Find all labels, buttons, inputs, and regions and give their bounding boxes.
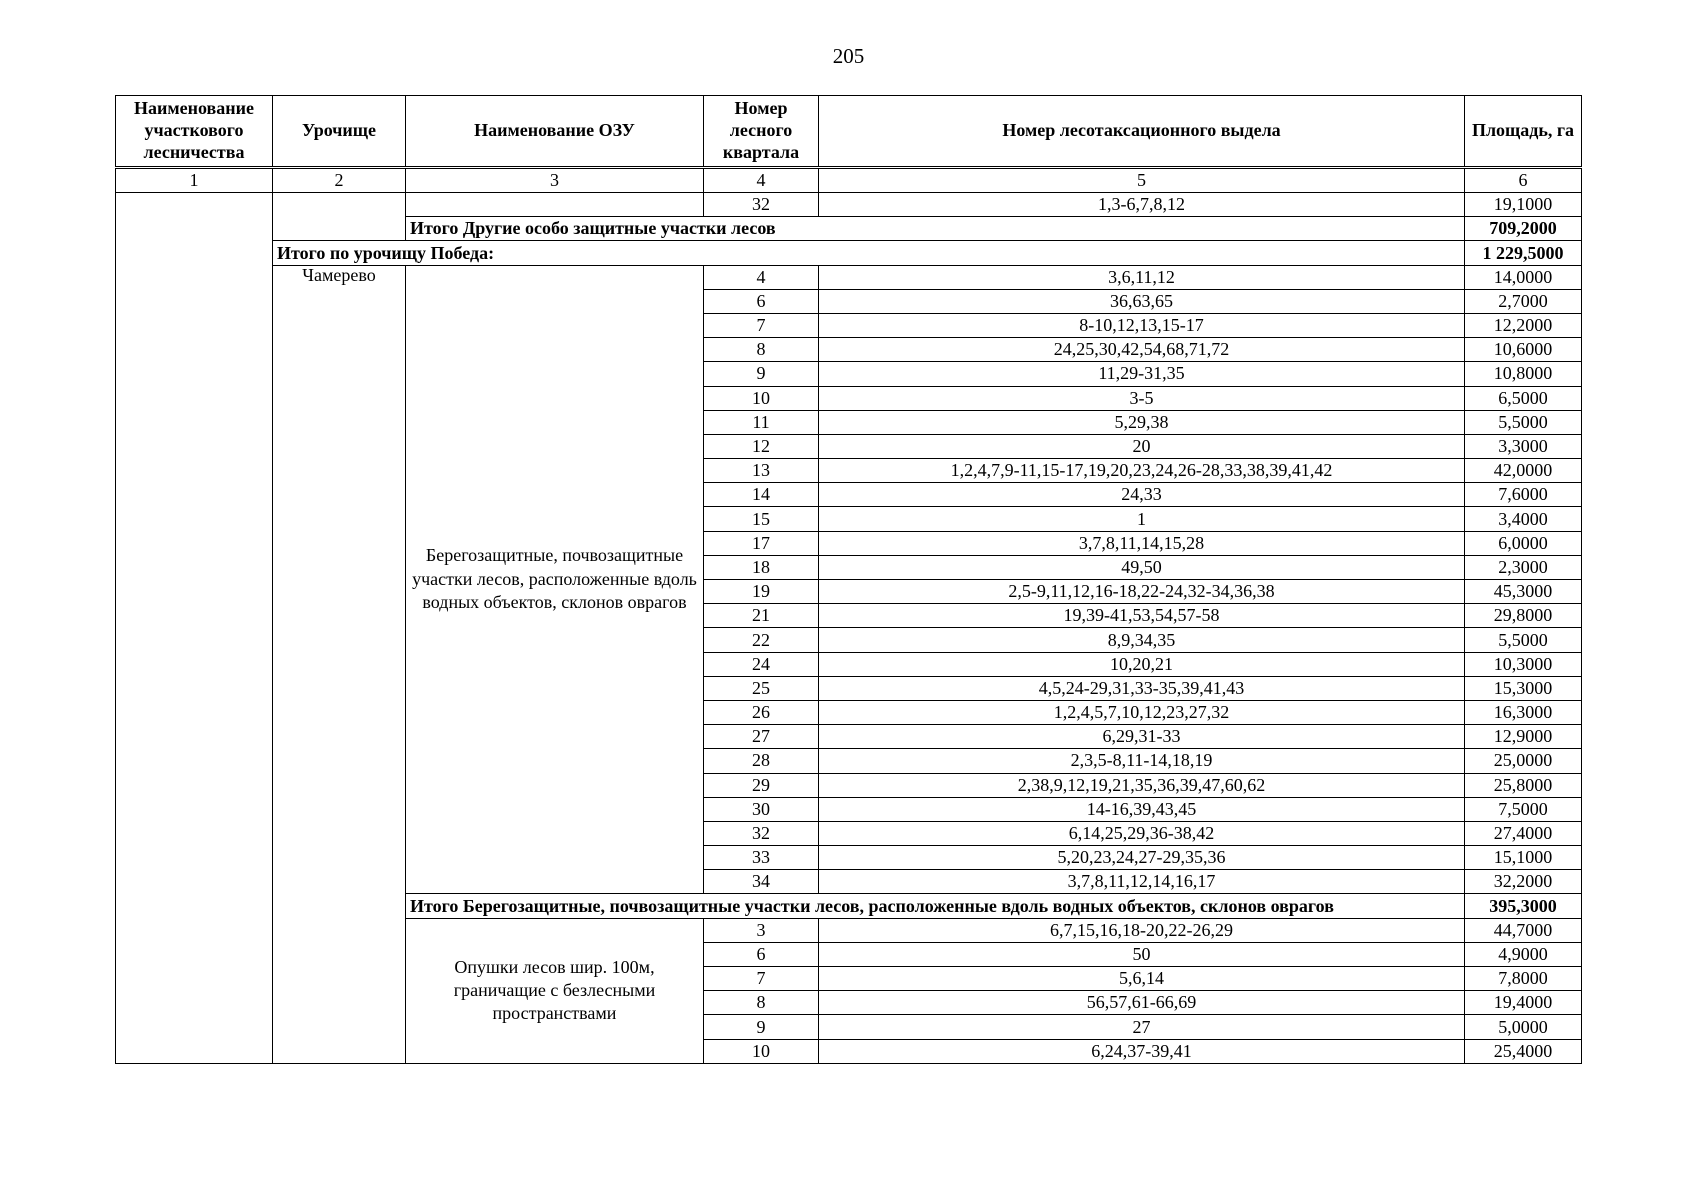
total-urochishche-area: 1 229,5000 <box>1465 241 1582 265</box>
area-cell: 29,8000 <box>1465 604 1582 628</box>
area-cell: 7,6000 <box>1465 483 1582 507</box>
vydel-cell: 5,29,38 <box>819 410 1465 434</box>
subtotal-label: Итого Другие особо защитные участки лесов <box>406 217 1465 241</box>
vydel-cell: 1,3-6,7,8,12 <box>819 193 1465 217</box>
vydel-cell: 56,57,61-66,69 <box>819 991 1465 1015</box>
header-vydel: Номер лесотаксационного выдела <box>819 96 1465 168</box>
area-cell: 3,4000 <box>1465 507 1582 531</box>
kvartal-cell: 15 <box>704 507 819 531</box>
vydel-cell: 3-5 <box>819 386 1465 410</box>
kvartal-cell: 32 <box>704 193 819 217</box>
header-kvartal: Номер лесного квартала <box>704 96 819 168</box>
area-cell: 14,0000 <box>1465 265 1582 289</box>
area-cell: 25,4000 <box>1465 1039 1582 1063</box>
kvartal-cell: 25 <box>704 676 819 700</box>
area-cell: 45,3000 <box>1465 580 1582 604</box>
kvartal-cell: 17 <box>704 531 819 555</box>
area-cell: 27,4000 <box>1465 821 1582 845</box>
ozu-table <box>115 95 1582 1064</box>
area-cell: 15,3000 <box>1465 676 1582 700</box>
ozu-name: Берегозащитные, почвозащитные участки лесов, расположенные вдоль водных объектов, склонов оврагов <box>406 265 704 894</box>
subtotal-label: Итого Берегозащитные, почвозащитные участки лесов, расположенные вдоль водных объектов, склонов оврагов <box>406 894 1465 918</box>
area-cell: 5,0000 <box>1465 1015 1582 1039</box>
area-cell: 25,8000 <box>1465 773 1582 797</box>
kvartal-cell: 22 <box>704 628 819 652</box>
vydel-cell: 3,6,11,12 <box>819 265 1465 289</box>
vydel-cell: 36,63,65 <box>819 289 1465 313</box>
kvartal-cell: 30 <box>704 797 819 821</box>
vydel-cell: 24,25,30,42,54,68,71,72 <box>819 338 1465 362</box>
column-number: 1 <box>116 168 273 193</box>
kvartal-cell: 3 <box>704 918 819 942</box>
total-urochishche-label: Итого по урочищу Победа: <box>273 241 1465 265</box>
kvartal-cell: 19 <box>704 580 819 604</box>
kvartal-cell: 9 <box>704 1015 819 1039</box>
page-number: 205 <box>832 44 865 68</box>
kvartal-cell: 14 <box>704 483 819 507</box>
vydel-cell: 50 <box>819 942 1465 966</box>
area-cell: 7,8000 <box>1465 967 1582 991</box>
vydel-cell: 10,20,21 <box>819 652 1465 676</box>
kvartal-cell: 34 <box>704 870 819 894</box>
kvartal-cell: 7 <box>704 967 819 991</box>
area-cell: 42,0000 <box>1465 459 1582 483</box>
kvartal-cell: 24 <box>704 652 819 676</box>
vydel-cell: 2,3,5-8,11-14,18,19 <box>819 749 1465 773</box>
kvartal-cell: 7 <box>704 313 819 337</box>
vydel-cell: 6,24,37-39,41 <box>819 1039 1465 1063</box>
kvartal-cell: 27 <box>704 725 819 749</box>
vydel-cell: 1,2,4,7,9-11,15-17,19,20,23,24,26-28,33,38,39,41,42 <box>819 459 1465 483</box>
kvartal-cell: 33 <box>704 846 819 870</box>
vydel-cell: 6,29,31-33 <box>819 725 1465 749</box>
kvartal-cell: 21 <box>704 604 819 628</box>
kvartal-cell: 8 <box>704 991 819 1015</box>
vydel-cell: 24,33 <box>819 483 1465 507</box>
column-number-row <box>116 168 1582 193</box>
ozu-cell-empty <box>406 193 704 217</box>
table-body <box>116 193 1582 1064</box>
vydel-cell: 8,9,34,35 <box>819 628 1465 652</box>
kvartal-cell: 10 <box>704 386 819 410</box>
column-number: 6 <box>1465 168 1582 193</box>
vydel-cell: 1 <box>819 507 1465 531</box>
vydel-cell: 2,38,9,12,19,21,35,36,39,47,60,62 <box>819 773 1465 797</box>
area-cell: 15,1000 <box>1465 846 1582 870</box>
area-cell: 44,7000 <box>1465 918 1582 942</box>
column-number: 5 <box>819 168 1465 193</box>
area-cell: 32,2000 <box>1465 870 1582 894</box>
urochishche-cell-empty <box>273 193 406 241</box>
vydel-cell: 1,2,4,5,7,10,12,23,27,32 <box>819 700 1465 724</box>
area-cell: 10,8000 <box>1465 362 1582 386</box>
ozu-name: Опушки лесов шир. 100м, граничащие с безлесными пространствами <box>406 918 704 1063</box>
kvartal-cell: 11 <box>704 410 819 434</box>
area-cell: 2,3000 <box>1465 555 1582 579</box>
lesnichestvo-cell <box>116 193 273 1064</box>
area-cell: 7,5000 <box>1465 797 1582 821</box>
vydel-cell: 6,7,15,16,18-20,22-26,29 <box>819 918 1465 942</box>
vydel-cell: 5,20,23,24,27-29,35,36 <box>819 846 1465 870</box>
vydel-cell: 27 <box>819 1015 1465 1039</box>
area-cell: 6,5000 <box>1465 386 1582 410</box>
vydel-cell: 4,5,24-29,31,33-35,39,41,43 <box>819 676 1465 700</box>
urochishche-name: Чамерево <box>273 265 406 1063</box>
area-cell: 19,4000 <box>1465 991 1582 1015</box>
kvartal-cell: 18 <box>704 555 819 579</box>
vydel-cell: 3,7,8,11,12,14,16,17 <box>819 870 1465 894</box>
total-urochishche-row <box>116 241 1582 265</box>
kvartal-cell: 10 <box>704 1039 819 1063</box>
header-lesnichestvo: Наименование участкового лесничества <box>116 96 273 168</box>
subtotal-area: 395,3000 <box>1465 894 1582 918</box>
kvartal-cell: 4 <box>704 265 819 289</box>
vydel-cell: 19,39-41,53,54,57-58 <box>819 604 1465 628</box>
vydel-cell: 11,29-31,35 <box>819 362 1465 386</box>
area-cell: 2,7000 <box>1465 289 1582 313</box>
area-cell: 19,1000 <box>1465 193 1582 217</box>
area-cell: 6,0000 <box>1465 531 1582 555</box>
kvartal-cell: 12 <box>704 434 819 458</box>
kvartal-cell: 8 <box>704 338 819 362</box>
header-ozu: Наименование ОЗУ <box>406 96 704 168</box>
vydel-cell: 49,50 <box>819 555 1465 579</box>
header-area: Площадь, га <box>1465 96 1582 168</box>
area-cell: 12,2000 <box>1465 313 1582 337</box>
area-cell: 16,3000 <box>1465 700 1582 724</box>
vydel-cell: 8-10,12,13,15-17 <box>819 313 1465 337</box>
vydel-cell: 2,5-9,11,12,16-18,22-24,32-34,36,38 <box>819 580 1465 604</box>
area-cell: 25,0000 <box>1465 749 1582 773</box>
area-cell: 10,3000 <box>1465 652 1582 676</box>
column-number: 3 <box>406 168 704 193</box>
area-cell: 12,9000 <box>1465 725 1582 749</box>
table-row <box>116 193 1582 217</box>
kvartal-cell: 6 <box>704 942 819 966</box>
area-cell: 5,5000 <box>1465 410 1582 434</box>
area-cell: 3,3000 <box>1465 434 1582 458</box>
kvartal-cell: 6 <box>704 289 819 313</box>
table-row <box>116 265 1582 289</box>
vydel-cell: 20 <box>819 434 1465 458</box>
subtotal-area: 709,2000 <box>1465 217 1582 241</box>
column-number: 4 <box>704 168 819 193</box>
kvartal-cell: 13 <box>704 459 819 483</box>
vydel-cell: 14-16,39,43,45 <box>819 797 1465 821</box>
header-urochishche: Урочище <box>273 96 406 168</box>
kvartal-cell: 26 <box>704 700 819 724</box>
kvartal-cell: 32 <box>704 821 819 845</box>
kvartal-cell: 9 <box>704 362 819 386</box>
area-cell: 10,6000 <box>1465 338 1582 362</box>
kvartal-cell: 29 <box>704 773 819 797</box>
vydel-cell: 5,6,14 <box>819 967 1465 991</box>
vydel-cell: 3,7,8,11,14,15,28 <box>819 531 1465 555</box>
area-cell: 5,5000 <box>1465 628 1582 652</box>
header-row <box>116 96 1582 168</box>
area-cell: 4,9000 <box>1465 942 1582 966</box>
kvartal-cell: 28 <box>704 749 819 773</box>
vydel-cell: 6,14,25,29,36-38,42 <box>819 821 1465 845</box>
column-number: 2 <box>273 168 406 193</box>
